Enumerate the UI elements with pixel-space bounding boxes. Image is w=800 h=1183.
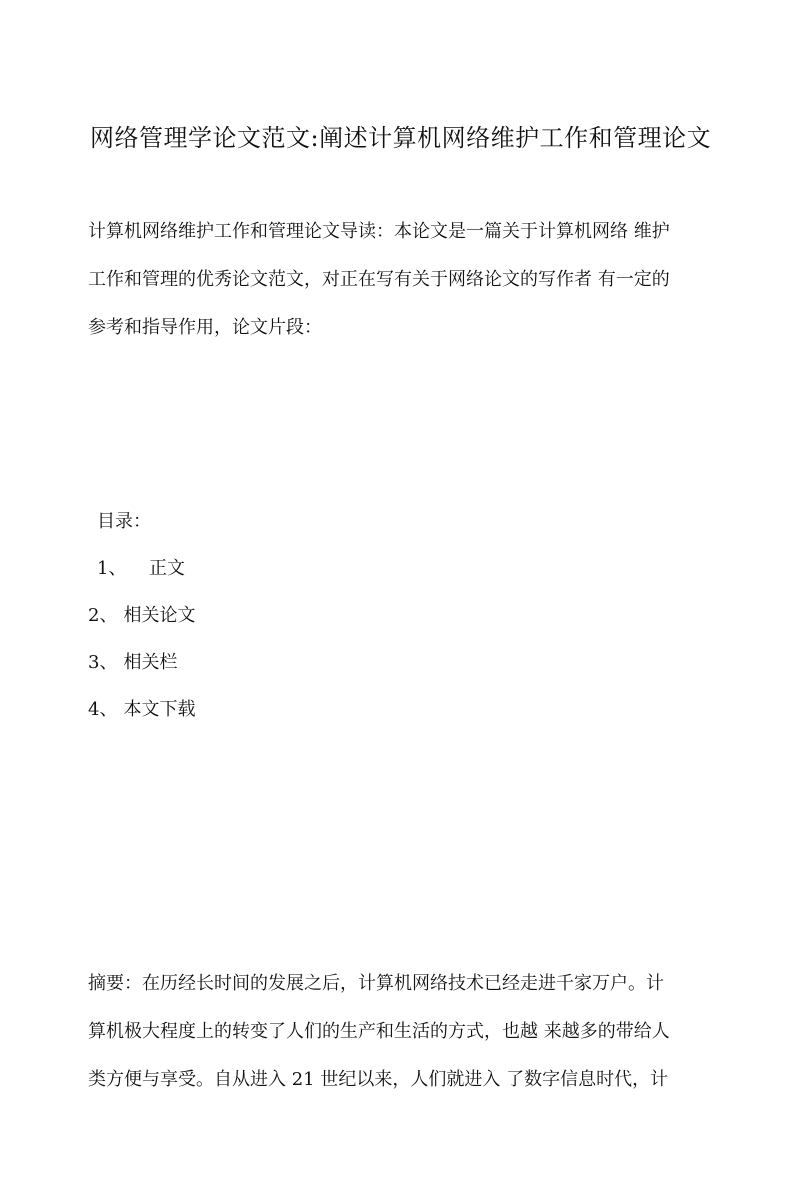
intro-line: 参考和指导作用，论文片段： xyxy=(88,317,322,338)
toc-item-number: 2、 xyxy=(88,605,118,626)
toc-item-label: 相关栏 xyxy=(123,652,178,673)
toc-item-number: 4、 xyxy=(88,699,118,720)
toc-item[interactable] xyxy=(88,645,177,681)
document-title: 网络管理学论文范文:阐述计算机网络维护工作和管理论文 xyxy=(90,124,712,152)
toc-heading: 目录： xyxy=(97,511,151,532)
intro-paragraph xyxy=(88,208,718,352)
toc-item-label: 本文下载 xyxy=(123,699,196,720)
toc-item[interactable] xyxy=(88,598,195,634)
toc-item[interactable] xyxy=(97,551,185,587)
toc-item-label: 正文 xyxy=(149,558,185,579)
abstract-line: 摘要：在历经长时间的发展之后，计算机网络技术已经走进千家万户。计 xyxy=(88,973,664,994)
abstract-paragraph xyxy=(88,960,718,1104)
toc-item[interactable] xyxy=(88,692,195,728)
toc-item-label: 相关论文 xyxy=(123,605,196,626)
toc-item-number: 3、 xyxy=(88,652,118,673)
intro-line: 工作和管理的优秀论文范文，对正在写有关于网络论文的写作者 有一定的 xyxy=(88,269,670,290)
abstract-line: 算机极大程度上的转变了人们的生产和生活的方式，也越 来越多的带给人 xyxy=(88,1021,670,1042)
intro-line: 计算机网络维护工作和管理论文导读：本论文是一篇关于计算机网络 维护 xyxy=(88,221,670,242)
toc-item-number: 1、 xyxy=(97,558,127,579)
abstract-line: 类方便与享受。自从进入 21 世纪以来，人们就进入 了数字信息时代，计 xyxy=(88,1069,669,1090)
